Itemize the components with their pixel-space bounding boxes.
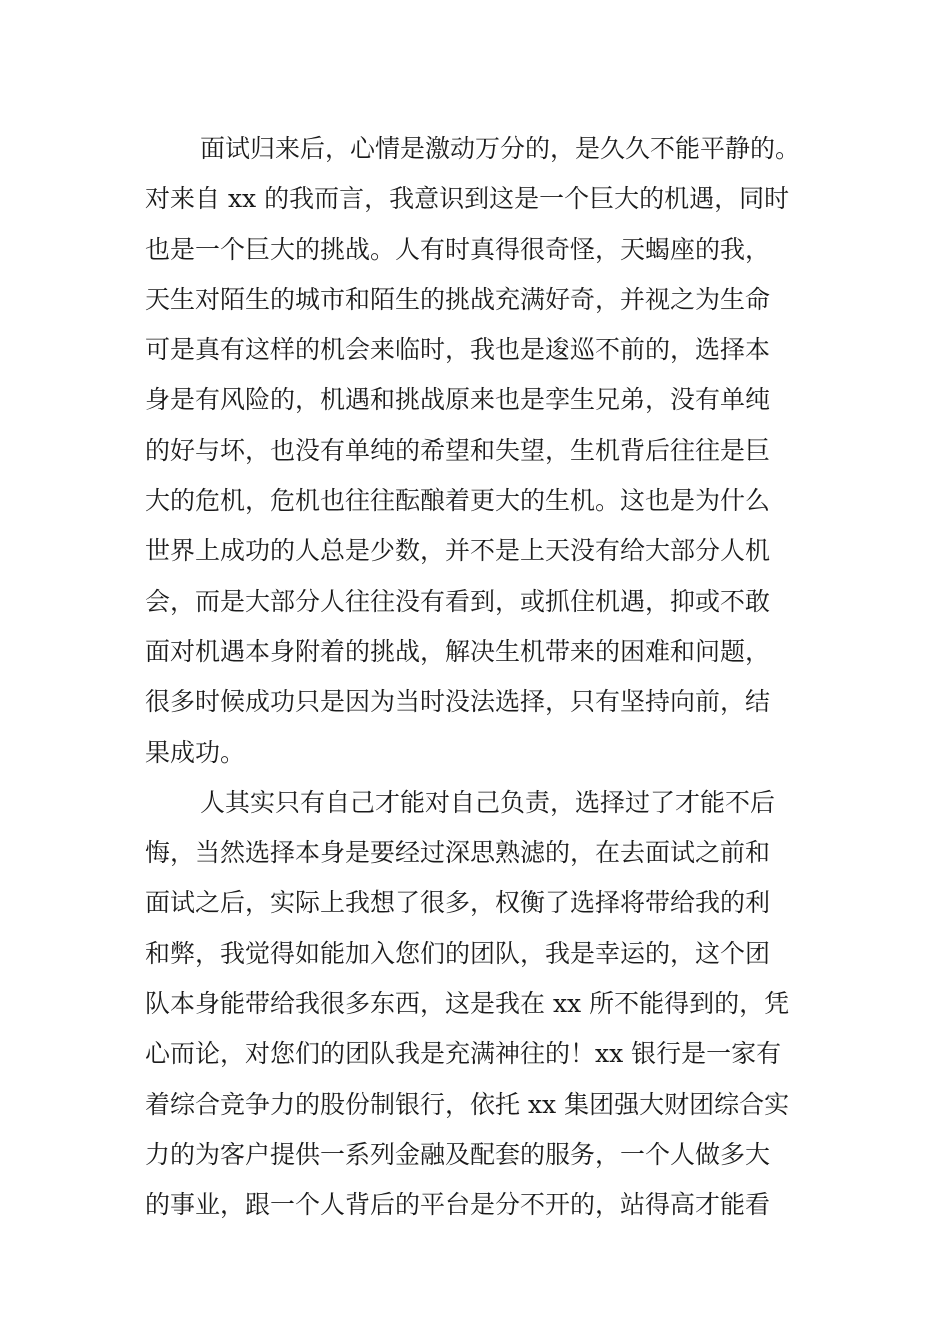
text-line: 着综合竞争力的股份制银行，依托 xx 集团强大财团综合实 (145, 1089, 790, 1119)
text-line: 面对机遇本身附着的挑战，解决生机带来的困难和问题， (145, 636, 771, 666)
text-line: 也是一个巨大的挑战。人有时真得很奇怪，天蝎座的我， (145, 234, 771, 264)
text-line: 队本身能带给我很多东西，这是我在 xx 所不能得到的，凭 (145, 989, 790, 1019)
paragraph-1 (145, 124, 825, 778)
paragraph-2 (145, 778, 825, 1231)
text-line: 可是真有这样的机会来临时，我也是逡巡不前的，选择本 (145, 335, 771, 365)
text-line: 的事业，跟一个人背后的平台是分不开的，站得高才能看 (145, 1190, 771, 1220)
text-line: 的好与坏，也没有单纯的希望和失望，生机背后往往是巨 (145, 435, 771, 465)
text-line: 和弊，我觉得如能加入您们的团队，我是幸运的，这个团 (145, 938, 771, 968)
text-line: 果成功。 (145, 737, 246, 767)
text-line: 悔，当然选择本身是要经过深思熟滤的，在去面试之前和 (145, 838, 771, 868)
text-line: 面试之后，实际上我想了很多，权衡了选择将带给我的利 (145, 888, 771, 918)
text-line: 面试归来后，心情是激动万分的，是久久不能平静的。 (200, 134, 801, 163)
text-line: 世界上成功的人总是少数，并不是上天没有给大部分人机 (145, 536, 771, 566)
text-line: 力的为客户提供一系列金融及配套的服务，一个人做多大 (145, 1139, 771, 1169)
text-line: 大的危机，危机也往往酝酿着更大的生机。这也是为什么 (145, 486, 771, 516)
body-text (145, 124, 825, 1231)
text-line: 会，而是大部分人往往没有看到，或抓住机遇，抑或不敢 (145, 586, 771, 616)
text-line: 身是有风险的，机遇和挑战原来也是孪生兄弟，没有单纯 (145, 385, 771, 415)
text-line: 心而论，对您们的团队我是充满神往的！xx 银行是一家有 (145, 1039, 782, 1069)
text-line: 对来自 xx 的我而言，我意识到这是一个巨大的机遇，同时 (145, 184, 790, 214)
text-line: 很多时候成功只是因为当时没法选择，只有坚持向前，结 (145, 687, 771, 717)
text-line: 天生对陌生的城市和陌生的挑战充满好奇，并视之为生命 (145, 284, 771, 314)
text-line: 人其实只有自己才能对自己负责，选择过了才能不后 (200, 787, 776, 817)
